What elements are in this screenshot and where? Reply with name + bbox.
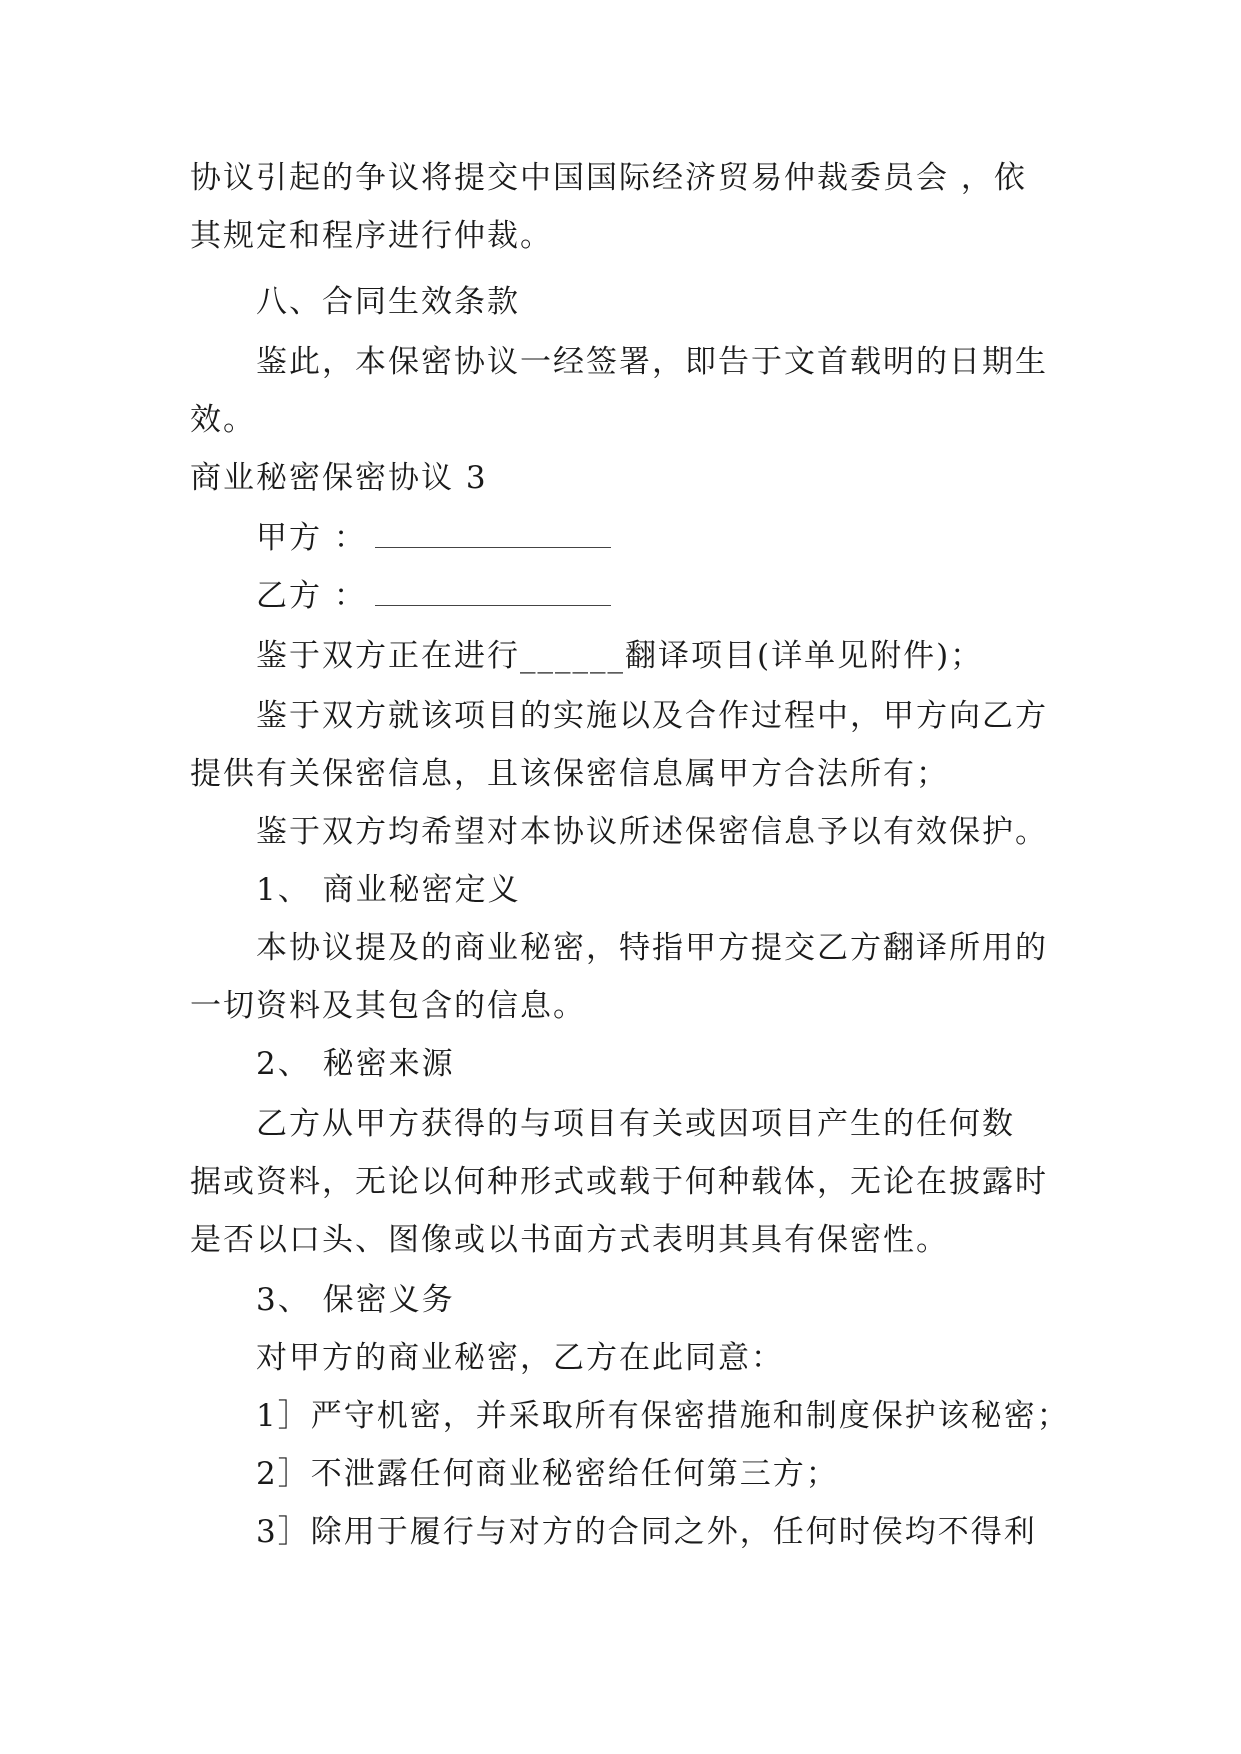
paragraph-line: 鉴于双方就该项目的实施以及合作过程中，甲方向乙方 xyxy=(256,698,1048,734)
list-item: 1］严守机密，并采取所有保密措施和制度保护该秘密； xyxy=(256,1398,1070,1434)
paragraph-line: 对甲方的商业秘密，乙方在此同意： xyxy=(256,1340,784,1376)
section-heading: 1、 商业秘密定义 xyxy=(256,872,521,908)
paragraph-line: 据或资料，无论以何种形式或载于何种载体，无论在披露时 xyxy=(190,1164,1048,1200)
paragraph-line: 鉴于双方正在进行______翻译项目(详单见附件)； xyxy=(256,638,984,674)
paragraph-line: 是否以口头、图像或以书面方式表明其具有保密性。 xyxy=(190,1222,949,1258)
section-heading: 3、 保密义务 xyxy=(256,1282,455,1318)
paragraph-line: 其规定和程序进行仲裁。 xyxy=(190,218,553,254)
document-title: 商业秘密保密协议 3 xyxy=(190,460,488,496)
section-heading: 八、合同生效条款 xyxy=(256,284,520,320)
list-item: 3］除用于履行与对方的合同之外，任何时侯均不得利 xyxy=(256,1514,1037,1550)
party-a-blank xyxy=(375,523,611,548)
paragraph-line: 一切资料及其包含的信息。 xyxy=(190,988,586,1024)
paragraph-line: 乙方从甲方获得的与项目有关或因项目产生的任何数 xyxy=(256,1106,1015,1142)
list-item: 2］不泄露任何商业秘密给任何第三方； xyxy=(256,1456,839,1492)
party-b-line xyxy=(256,576,611,616)
paragraph-line: 效。 xyxy=(190,402,256,438)
paragraph-line: 鉴于双方均希望对本协议所述保密信息予以有效保护。 xyxy=(256,814,1048,850)
party-b-blank xyxy=(375,581,611,606)
section-heading: 2、 秘密来源 xyxy=(256,1046,455,1082)
party-a-line xyxy=(256,518,611,558)
party-a-label: 甲方 ： xyxy=(256,520,367,556)
paragraph-line: 协议引起的争议将提交中国国际经济贸易仲裁委员会 ，依 xyxy=(190,160,1027,196)
party-b-label: 乙方 ： xyxy=(256,578,367,614)
paragraph-line: 本协议提及的商业秘密，特指甲方提交乙方翻译所用的 xyxy=(256,930,1048,966)
paragraph-line: 提供有关保密信息，且该保密信息属甲方合法所有； xyxy=(190,756,949,792)
paragraph-line: 鉴此，本保密协议一经签署，即告于文首载明的日期生 xyxy=(256,344,1048,380)
